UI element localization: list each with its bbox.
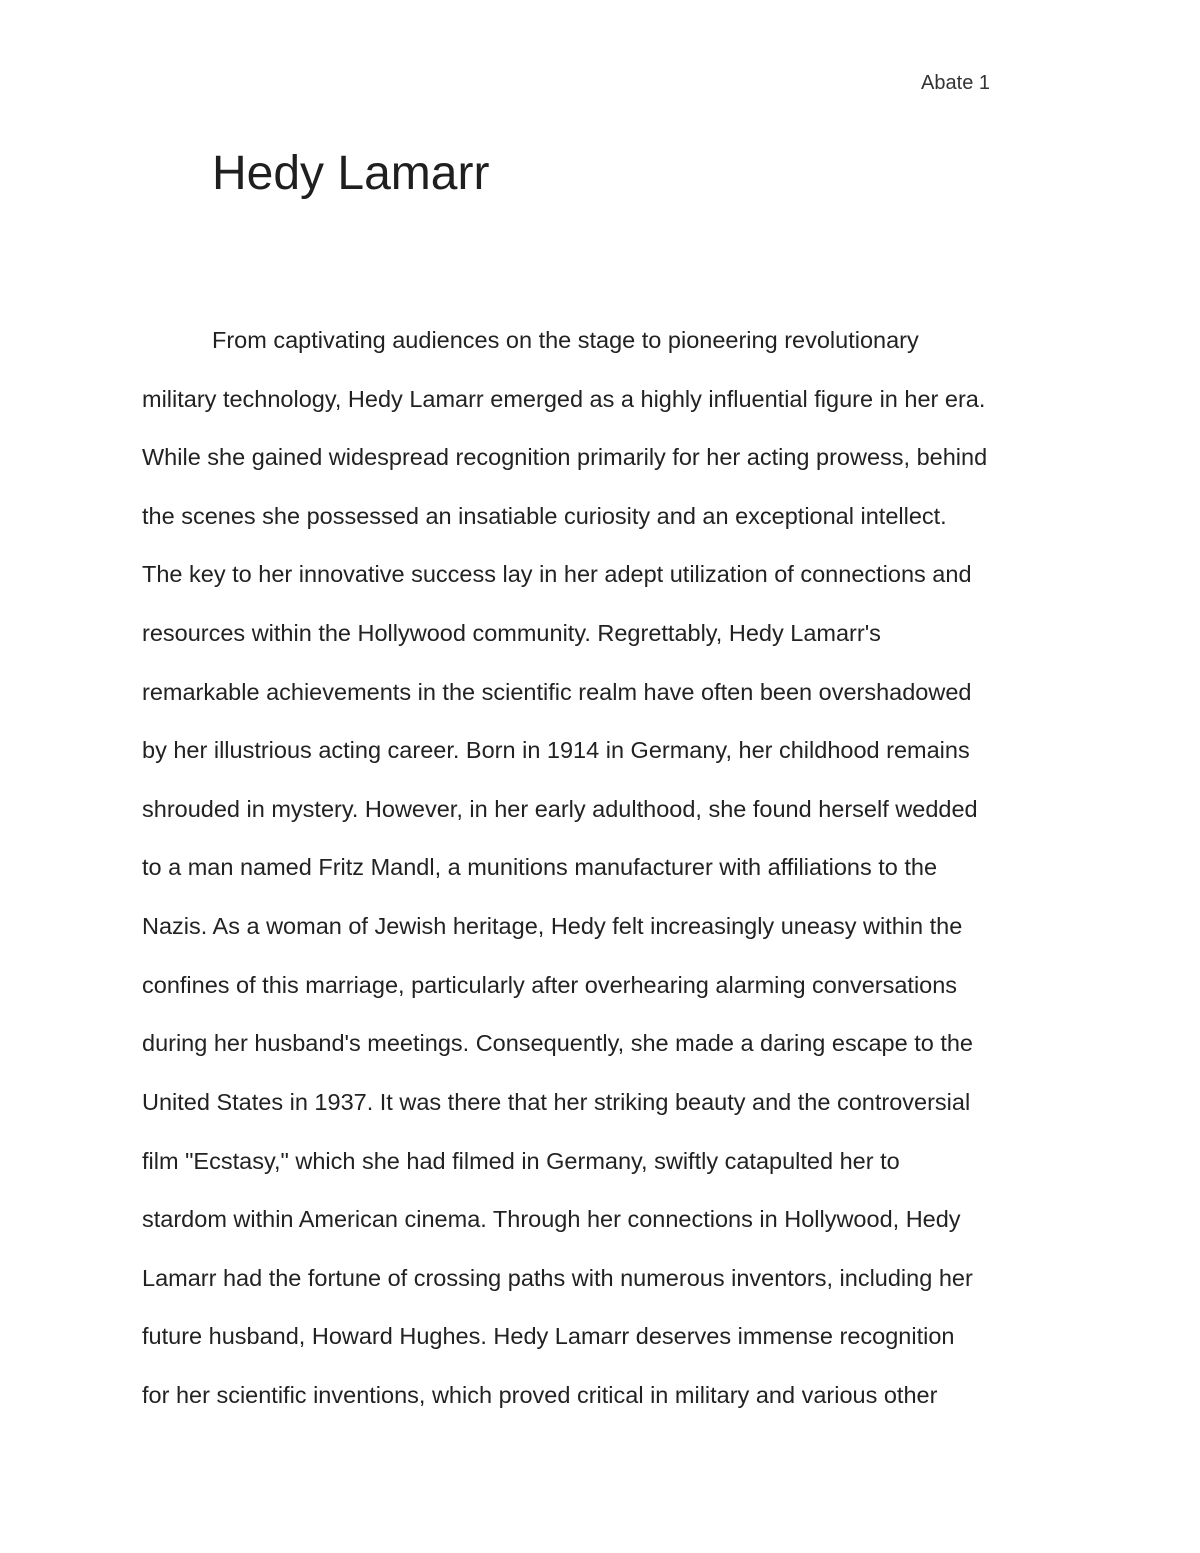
- paragraph-line: for her scientific inventions, which proved critical in military and various other: [142, 1381, 938, 1408]
- body-paragraph: [142, 322, 1082, 1436]
- paragraph-line: United States in 1937. It was there that her striking beauty and the controversial: [142, 1088, 971, 1115]
- paragraph-line: Lamarr had the fortune of crossing paths with numerous inventors, including her: [142, 1264, 973, 1291]
- paragraph-line: Nazis. As a woman of Jewish heritage, Hedy felt increasingly uneasy within the: [142, 913, 963, 940]
- paragraph-line: during her husband's meetings. Consequently, she made a daring escape to the: [142, 1030, 974, 1057]
- paragraph-line: remarkable achievements in the scientific realm have often been overshadowed: [142, 678, 972, 705]
- paragraph-line: by her illustrious acting career. Born in 1914 in Germany, her childhood remains: [142, 737, 970, 764]
- page-header: Abate 1: [921, 72, 990, 94]
- paragraph-line: military technology, Hedy Lamarr emerged as a highly influential figure in her era.: [142, 385, 986, 412]
- paragraph-line: confines of this marriage, particularly after overhearing alarming conversations: [142, 971, 958, 998]
- paragraph-line: The key to her innovative success lay in her adept utilization of connections and: [142, 561, 972, 588]
- paragraph-line: From captivating audiences on the stage to pioneering revolutionary: [212, 327, 919, 353]
- paragraph-line: stardom within American cinema. Through her connections in Hollywood, Hedy: [142, 1206, 961, 1233]
- paragraph-line: resources within the Hollywood community. Regrettably, Hedy Lamarr's: [142, 620, 881, 647]
- paragraph-line: to a man named Fritz Mandl, a munitions manufacturer with affiliations to the: [142, 854, 938, 881]
- paragraph-line: While she gained widespread recognition primarily for her acting prowess, behind: [142, 444, 988, 471]
- paragraph-line: future husband, Howard Hughes. Hedy Lamarr deserves immense recognition: [142, 1323, 955, 1350]
- paragraph-line: film "Ecstasy," which she had filmed in Germany, swiftly catapulted her to: [142, 1147, 900, 1174]
- paragraph-line: the scenes she possessed an insatiable curiosity and an exceptional intellect.: [142, 502, 947, 529]
- document-title: Hedy Lamarr: [212, 147, 490, 200]
- paragraph-line: shrouded in mystery. However, in her early adulthood, she found herself wedded: [142, 795, 978, 822]
